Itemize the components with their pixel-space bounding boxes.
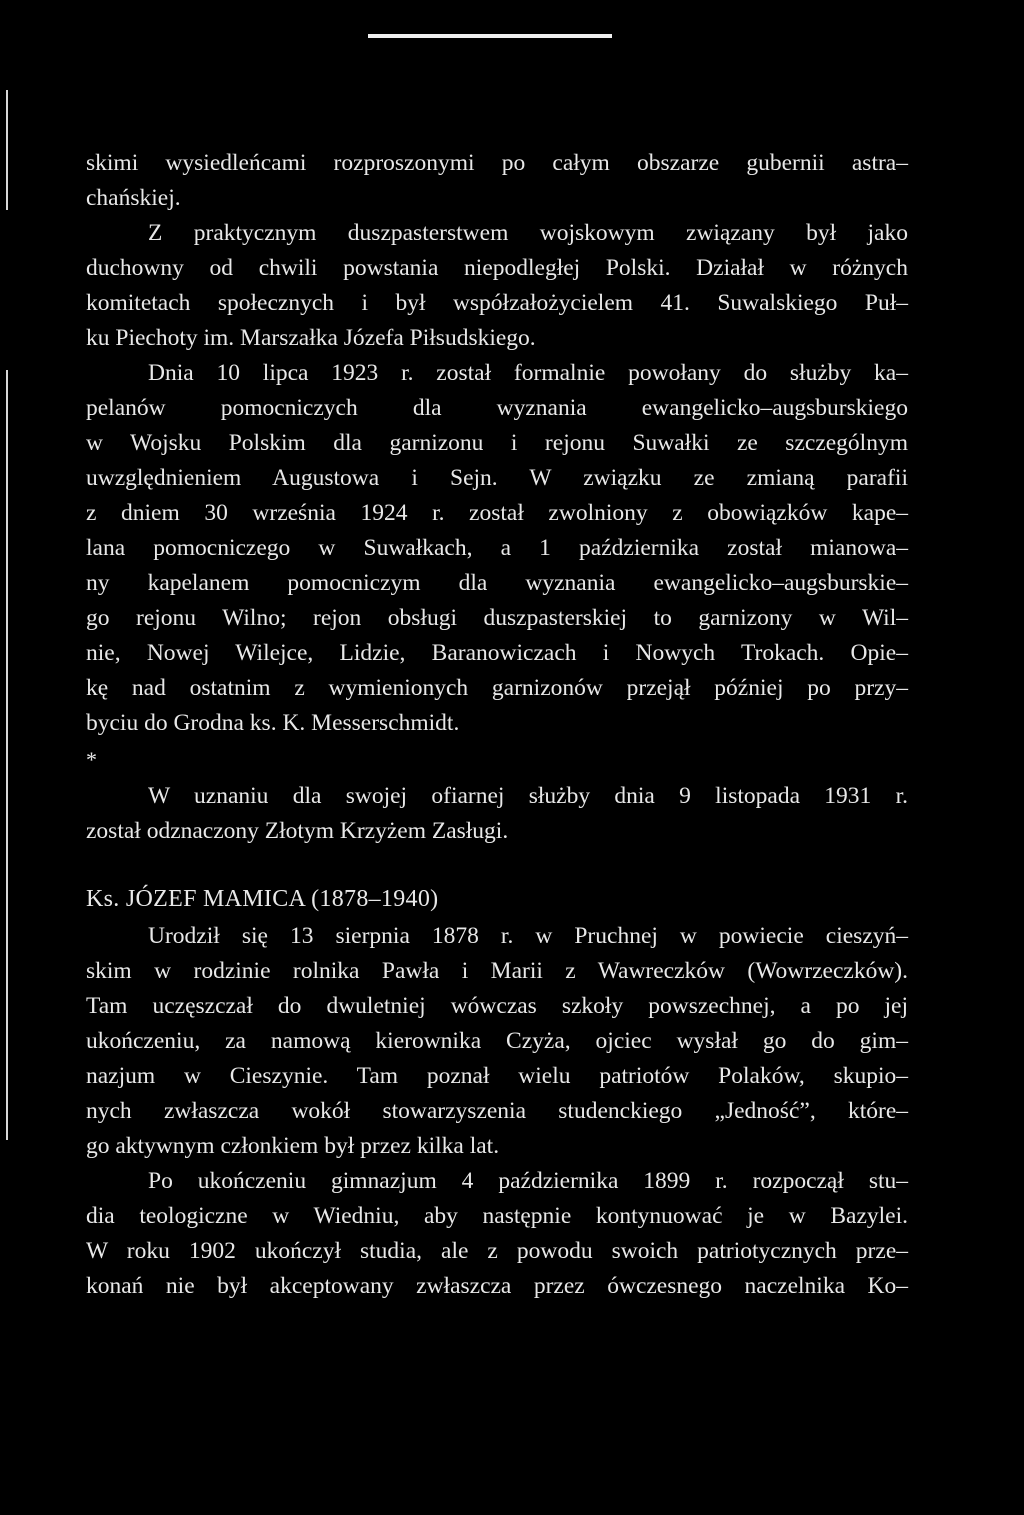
paragraph-4	[86, 779, 908, 849]
text-line: kę nad ostatnim z wymienionych garnizonów przejął później po przy–	[86, 675, 908, 701]
text-line: Dnia 10 lipca 1923 r. został formalnie powołany do służby ka–	[148, 360, 908, 386]
text-line: z dniem 30 września 1924 r. został zwolniony z obowiązków kape–	[86, 500, 908, 526]
text-line: ukończeniu, za namową kierownika Czyża, ojciec wysłał go do gim–	[86, 1028, 908, 1054]
top-rule	[368, 34, 612, 38]
text-line: lana pomocniczego w Suwałkach, a 1 października został mianowa–	[86, 535, 908, 561]
left-edge-mark	[6, 370, 8, 1140]
text-line: Z praktycznym duszpasterstwem wojskowym związany był jako	[148, 220, 908, 246]
page-body	[86, 146, 908, 1304]
spacer	[86, 849, 908, 881]
text-line: nych zwłaszcza wokół stowarzyszenia studenckiego „Jedność”, które–	[86, 1098, 908, 1124]
paragraph-6	[86, 1164, 908, 1304]
text-line: ny kapelanem pomocniczym dla wyznania ewangelicko–augsburskie–	[86, 570, 908, 596]
text-line: skimi wysiedleńcami rozproszonymi po całym obszarze gubernii astra–	[86, 150, 908, 176]
text-line: w Wojsku Polskim dla garnizonu i rejonu Suwałki ze szczególnym	[86, 430, 908, 456]
text-line: W uznaniu dla swojej ofiarnej służby dnia 9 listopada 1931 r.	[148, 783, 908, 809]
paragraph-1	[86, 146, 908, 216]
text-line: Tam uczęszczał do dwuletniej wówczas szkoły powszechnej, a po jej	[86, 993, 908, 1019]
text-line: W roku 1902 ukończył studia, ale z powodu swoich patriotycznych prze–	[86, 1238, 908, 1264]
text-line: dia teologiczne w Wiedniu, aby następnie kontynuować je w Bazylei.	[86, 1203, 908, 1229]
text-line: ku Piechoty im. Marszałka Józefa Piłsudskiego.	[86, 325, 536, 351]
left-edge-mark	[6, 90, 8, 210]
text-line: byciu do Grodna ks. K. Messerschmidt.	[86, 710, 460, 736]
text-line: uwzględnieniem Augustowa i Sejn. W związku ze zmianą parafii	[86, 465, 908, 491]
text-line: Po ukończeniu gimnazjum 4 października 1899 r. rozpoczął stu–	[148, 1168, 908, 1194]
section-heading: Ks. JÓZEF MAMICA (1878–1940)	[86, 886, 439, 912]
text-line: chańskiej.	[86, 185, 181, 211]
text-line: skim w rodzinie rolnika Pawła i Marii z Wawreczków (Wowrzeczków).	[86, 958, 908, 984]
paragraph-3	[86, 356, 908, 741]
paragraph-5	[86, 919, 908, 1164]
text-line: go rejonu Wilno; rejon obsługi duszpasterskiej to garnizony w Wil–	[86, 605, 908, 631]
text-line: komitetach społecznych i był współzałożycielem 41. Suwalskiego Puł–	[86, 290, 908, 316]
text-line: nazjum w Cieszynie. Tam poznał wielu patriotów Polaków, skupio–	[86, 1063, 908, 1089]
text-line: go aktywnym członkiem był przez kilka lat.	[86, 1133, 500, 1159]
text-line: Urodził się 13 sierpnia 1878 r. w Pruchnej w powiecie cieszyń–	[148, 923, 908, 949]
text-line: duchowny od chwili powstania niepodległej Polski. Działał w różnych	[86, 255, 908, 281]
section-separator: *	[86, 747, 97, 772]
paragraph-2	[86, 216, 908, 356]
text-line: został odznaczony Złotym Krzyżem Zasługi.	[86, 818, 509, 844]
text-line: pelanów pomocniczych dla wyznania ewangelicko–augsburskiego	[86, 395, 908, 421]
text-line: konań nie był akceptowany zwłaszcza przez ówczesnego naczelnika Ko–	[86, 1273, 908, 1299]
text-line: nie, Nowej Wilejce, Lidzie, Baranowiczach i Nowych Trokach. Opie–	[86, 640, 908, 666]
